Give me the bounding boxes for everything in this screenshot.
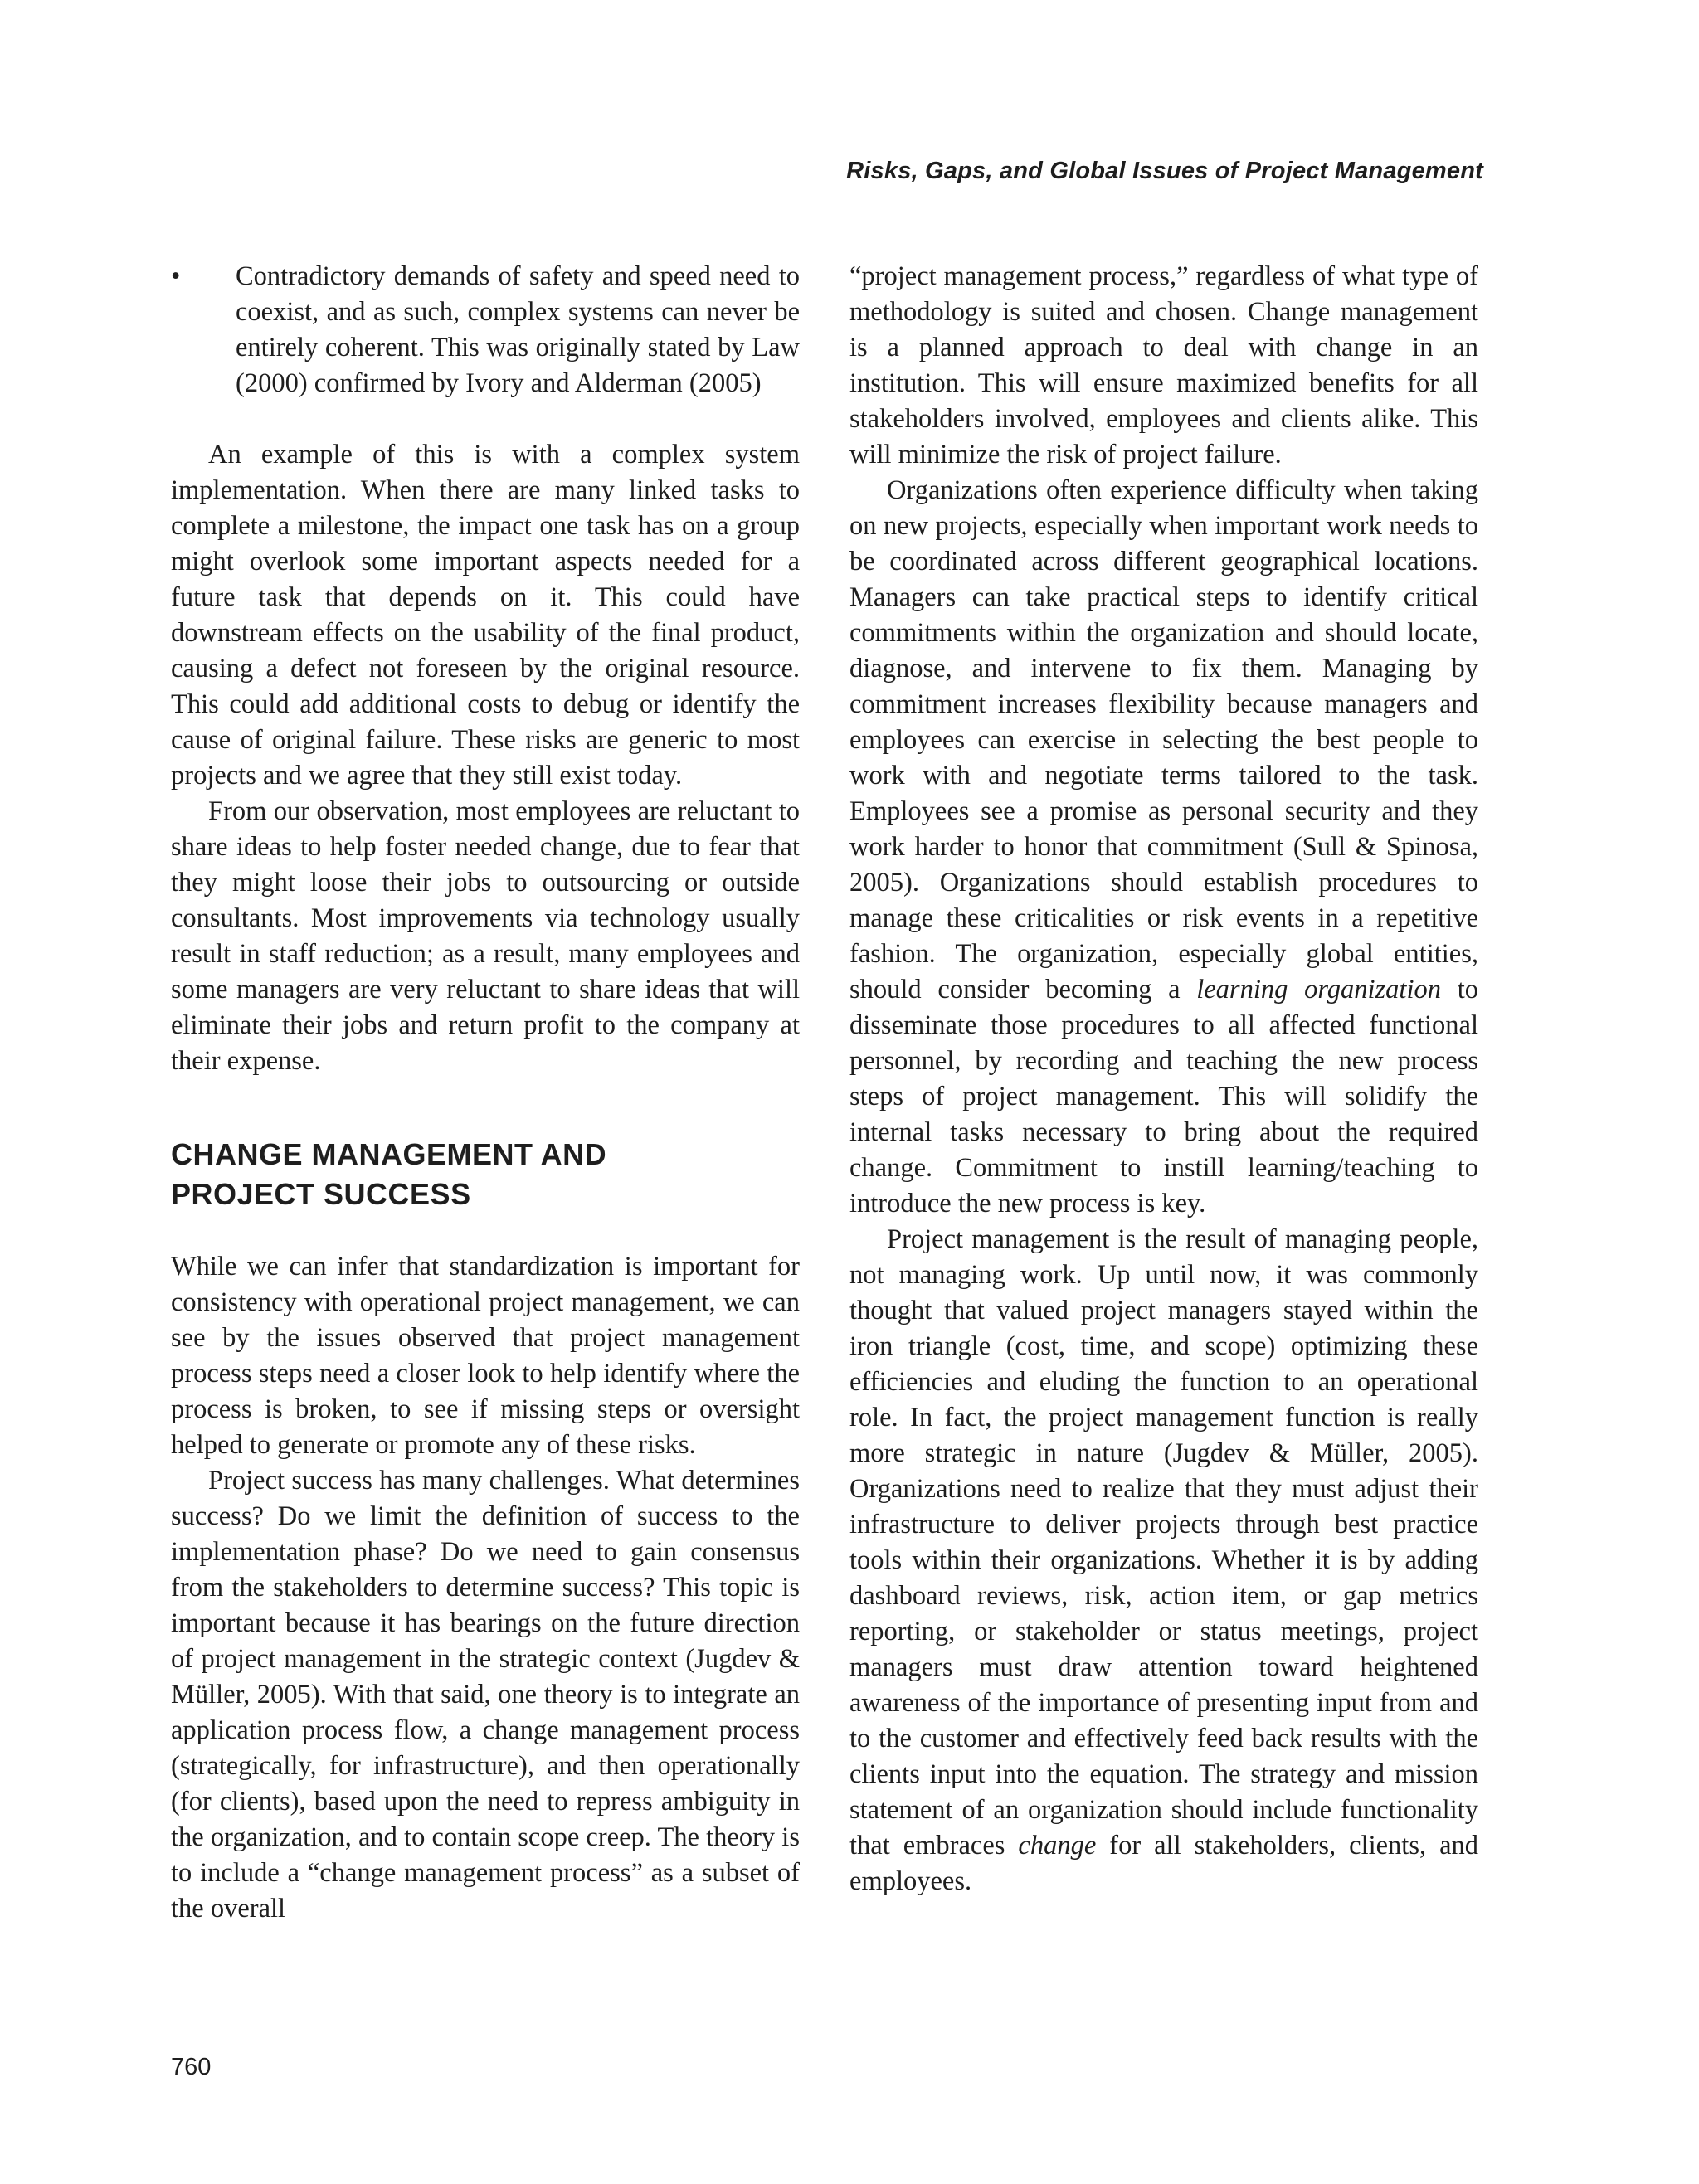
bullet-marker: • (171, 261, 181, 291)
paragraph-organizations-text-b: to disseminate those procedures to all affected functional personnel, by recording and teaching the new process steps of project management. This will solidify the internal tasks necessary to bring about the required change. Commitment to instill learning/teaching to introduce the new process is key. (850, 975, 1478, 1218)
page-number: 760 (171, 2054, 212, 2080)
paragraph-standardization: While we can infer that standardization is important for consistency with operational project management, we can see by the issues observed that project management process steps need a closer look to help identify where the process is broken, to see if missing steps or oversight helped to generate or promote any of these risks. (171, 1252, 800, 1460)
emphasis-learning-organization: learning organization (1196, 975, 1441, 1004)
emphasis-change: change (1018, 1831, 1097, 1861)
paragraph-managing-people-text-a: Project management is the result of managing people, not managing work. Up until now, it was commonly thought that valued project managers stayed within the iron triangle (cost, time, and scope) optimizing these efficiencies and eluding the function to an operational role. In fact, the project management function is really more strategic in nature (Jugdev & Müller, 2005). Organizations need to realize that they must adjust their infrastructure to deliver projects through best practice tools within their organizations. Whether it is by adding dashboard reviews, risk, action item, or gap metrics reporting, or stakeholder or status meetings, project managers must draw attention toward heightened awareness of the importance of presenting input from and to the customer and effectively feed back results with the clients input into the equation. The strategy and mission statement of an organization should include functionality that embraces (850, 1224, 1478, 1861)
spacer (171, 401, 800, 437)
bullet-text: Contradictory demands of safety and speed need to coexist, and as such, complex systems can never be entirely coherent. This was originally stated by Law (2000) confirmed by Ivory and Alderman (2005) (236, 261, 800, 398)
paragraph-process-continued: “project management process,” regardless of what type of methodology is suited and chosen. Change management is a planned approach to deal with change in an institution. This will ensure maximized benefits for all stakeholders involved, employees and clients alike. This will minimize the risk of project failure. (850, 261, 1478, 469)
section-heading-line2: PROJECT SUCCESS (171, 1177, 471, 1211)
bullet-item (171, 259, 800, 401)
right-column (850, 259, 1478, 1899)
section-heading (171, 1135, 800, 1214)
left-column (171, 259, 800, 1927)
paragraph-organizations (850, 473, 1478, 1222)
paragraph-organizations-text-a: Organizations often experience difficulty when taking on new projects, especially when important work needs to be coordinated across different geographical locations. Managers can take practical steps to identify critical commitments within the organization and should locate, diagnose, and intervene to fix them. Managing by commitment increases flexibility because managers and employees can exercise in selecting the best people to work with and negotiate terms tailored to the task. Employees see a promise as personal security and they work harder to honor that commitment (Sull & Spinosa, 2005). Organizations should establish procedures to manage these criticalities or risk events in a repetitive fashion. The organization, especially global entities, should consider becoming a (850, 475, 1478, 1004)
paragraph-observation: From our observation, most employees are reluctant to share ideas to help foster needed change, due to fear that they might loose their jobs to outsourcing or outside consultants. Most improvements via technology usually result in staff reduction; as a result, many employees and some managers are very reluctant to share ideas that will eliminate their jobs and return profit to the company at their expense. (171, 796, 800, 1076)
section-heading-line1: CHANGE MANAGEMENT AND (171, 1137, 607, 1171)
paragraph-complex-system: An example of this is with a complex system implementation. When there are many linked tasks to complete a milestone, the impact one task has on a group might overlook some important aspects needed for a future task that depends on it. This could have downstream effects on the usability of the final product, causing a defect not foreseen by the original resource. This could add additional costs to debug or identify the cause of original failure. These risks are generic to most projects and we agree that they still exist today. (171, 440, 800, 790)
paragraph-managing-people (850, 1222, 1478, 1899)
paragraph-project-success: Project success has many challenges. What determines success? Do we limit the definition of success to the implementation phase? Do we need to gain consensus from the stakeholders to determine success? This topic is important because it has bearings on the future direction of project management in the strategic context (Jugdev & Müller, 2005). With that said, one theory is to integrate an application process flow, a change management process (strategically, for infrastructure), and then operationally (for clients), based upon the need to repress ambiguity in the organization, and to contain scope creep. The theory is to include a “change management process” as a subset of the overall (171, 1466, 800, 1924)
running-header: Risks, Gaps, and Global Issues of Project Management (846, 158, 1483, 184)
paragraph-managing-people-text-b: for all stakeholders, clients, and employees. (850, 1831, 1479, 1896)
